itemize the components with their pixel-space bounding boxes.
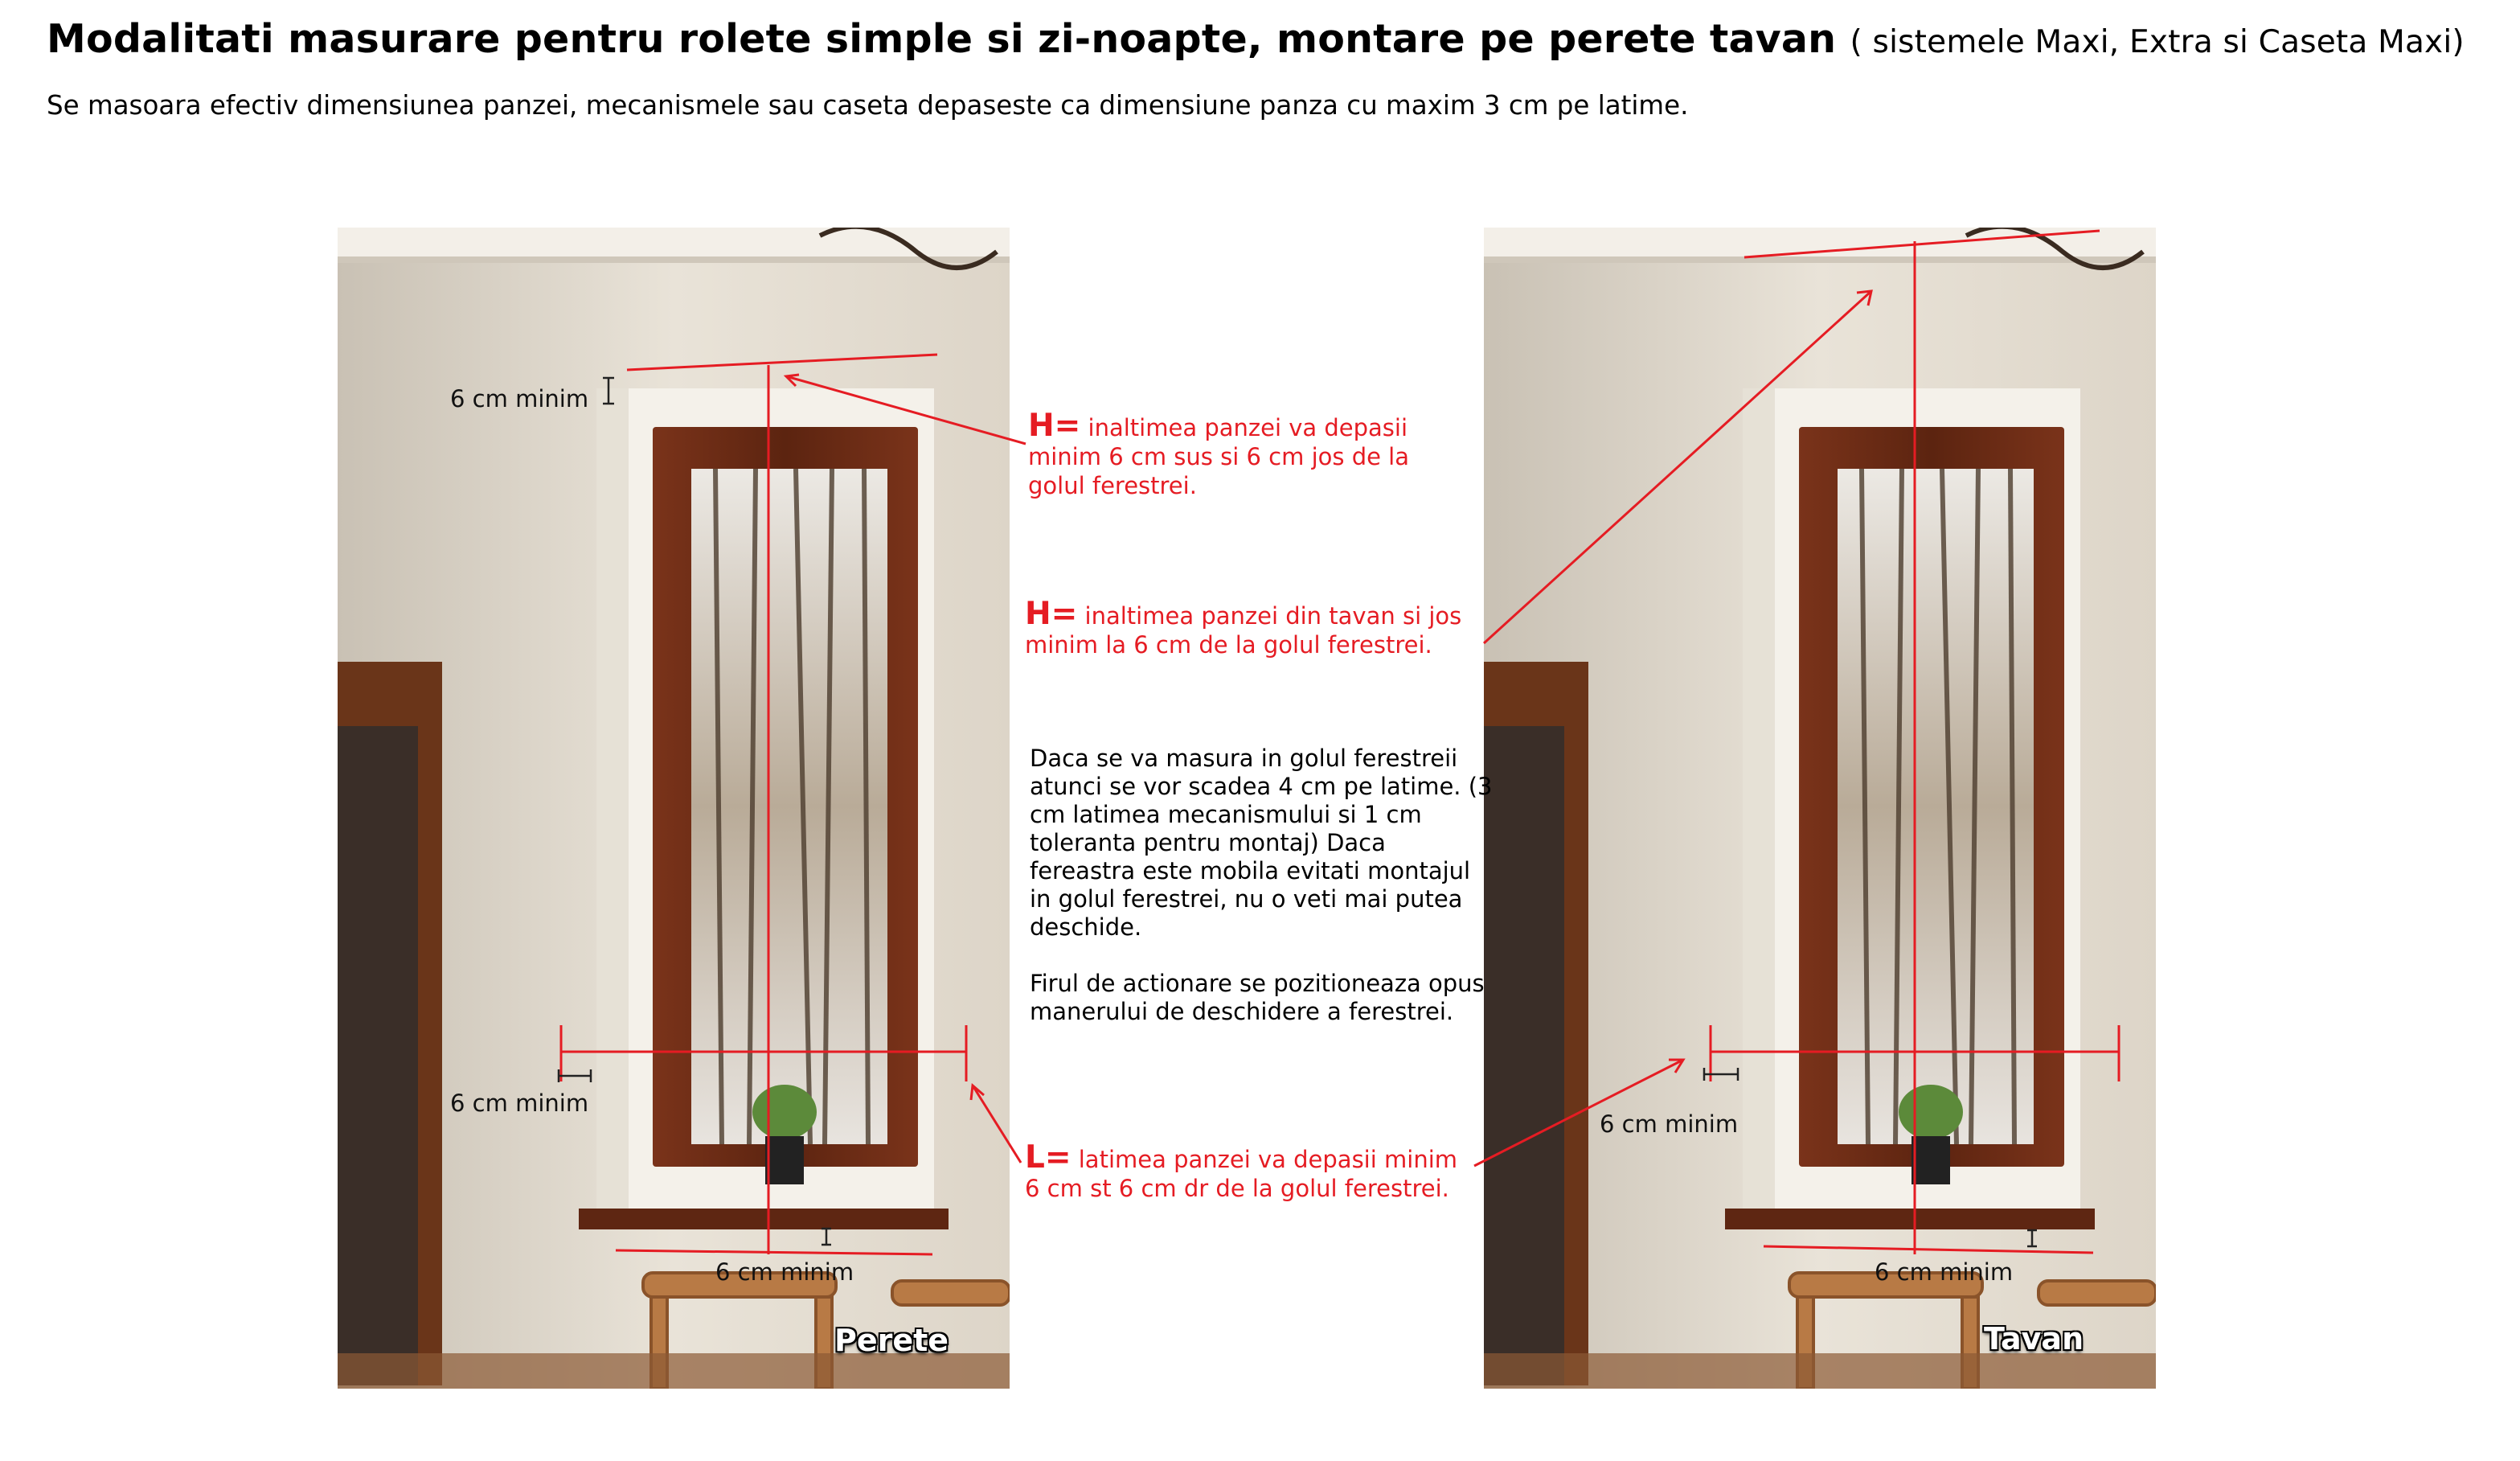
note-h-ceiling-key: H= bbox=[1025, 596, 1078, 632]
wall-top-margin-label: 6 cm minim bbox=[450, 385, 589, 412]
measurement-instructions bbox=[1030, 745, 1496, 1054]
wall-mount-illustration bbox=[338, 228, 1010, 1389]
note-h-ceiling-text: inaltimea panzei din tavan si jos minim la 6 cm de la golul ferestrei. bbox=[1025, 602, 1462, 659]
note-h-ceiling bbox=[1025, 596, 1475, 659]
intro-text: Se masoara efectiv dimensiunea panzei, mecanismele sau caseta depaseste ca dimensiune panza cu maxim 3 cm pe latime. bbox=[47, 90, 1689, 121]
note-h-wall bbox=[1028, 408, 1446, 500]
page-title-main: Modalitati masurare pentru rolete simple si zi-noapte, montare pe perete tavan bbox=[47, 16, 1837, 62]
note-h-wall-text: inaltimea panzei va depasii minim 6 cm sus si 6 cm jos de la golul ferestrei. bbox=[1028, 414, 1409, 499]
wall-mount-photo bbox=[338, 228, 1010, 1389]
wall-mount-caption: Perete bbox=[834, 1323, 949, 1358]
ceiling-mount-illustration bbox=[1484, 228, 2156, 1389]
ceiling-bottom-margin-label: 6 cm minim bbox=[1875, 1258, 2014, 1286]
note-l-width-key: L= bbox=[1025, 1139, 1072, 1176]
instructions-paragraph-1: Daca se va masura in golul ferestreii atunci se vor scadea 4 cm pe latime. (3 cm latimea mecanismului si 1 cm toleranta pentru montaj) Daca fereastra este mobila evitati montajul in golul ferestrei, nu o veti mai putea deschide. bbox=[1030, 745, 1493, 941]
instructions-paragraph-2: Firul de actionare se pozitioneaza opus manerului de deschidere a ferestrei. bbox=[1030, 970, 1485, 1025]
note-h-wall-key: H= bbox=[1028, 408, 1081, 444]
ceiling-side-margin-label: 6 cm minim bbox=[1600, 1110, 1739, 1138]
page-title bbox=[47, 16, 2465, 62]
page-title-subtitle: ( sistemele Maxi, Extra si Caseta Maxi) bbox=[1850, 24, 2465, 60]
note-l-width bbox=[1025, 1139, 1475, 1203]
ceiling-mount-photo bbox=[1484, 228, 2156, 1389]
note-l-width-text: latimea panzei va depasii minim 6 cm st 6 cm dr de la golul ferestrei. bbox=[1025, 1146, 1457, 1202]
wall-bottom-margin-label: 6 cm minim bbox=[715, 1258, 854, 1286]
ceiling-mount-caption: Tavan bbox=[1984, 1321, 2084, 1356]
wall-side-margin-label: 6 cm minim bbox=[450, 1090, 589, 1117]
